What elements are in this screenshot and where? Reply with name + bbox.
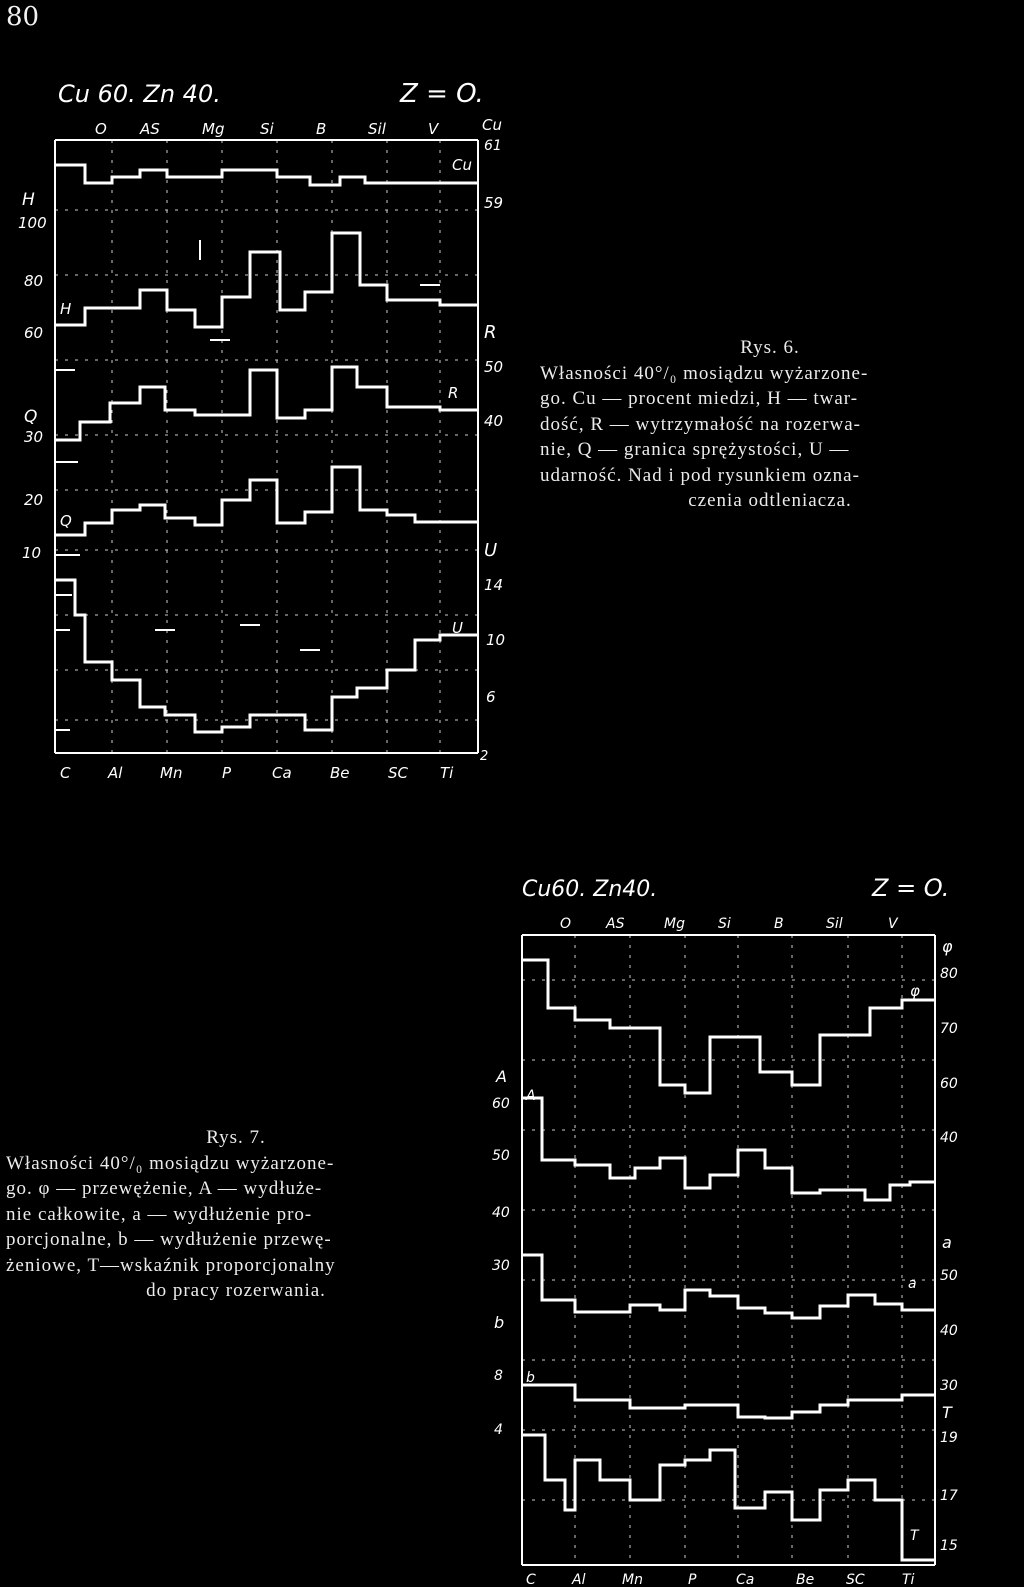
fig7-bottom-label: Al (572, 1572, 586, 1587)
fig6-curve-u (55, 580, 478, 732)
fig6-caption-line: czenia odtleniacza. (688, 490, 852, 511)
fig6-bottom-label: Ti (440, 764, 454, 782)
fig6-right-label: 50 (484, 358, 504, 376)
fig7-top-label: O (560, 916, 572, 932)
fig7-right-label: 17 (940, 1488, 958, 1504)
fig6-header-right: Z = O. (400, 79, 484, 109)
fig7-right-label: 19 (940, 1430, 958, 1446)
fig7-top-label: AS (606, 916, 625, 932)
fig7-bottom-label: P (688, 1572, 697, 1587)
fig7-caption-line: żeniowe, T—wskaźnik proporcjonalny (6, 1254, 336, 1276)
fig7-top-label: B (774, 916, 784, 932)
fig7-curve-label-b: b (526, 1370, 535, 1386)
fig6-curve-label-q: Q (60, 512, 72, 530)
fig6-bottom-label: Ca (272, 764, 292, 782)
fig7-grid (522, 935, 935, 1565)
fig6-right-label: 61 (484, 138, 502, 154)
fig6-curve-label-u: U (452, 619, 463, 637)
fig7-left-label: b (494, 1313, 505, 1332)
fig7-top-labels (560, 916, 899, 932)
fig6-caption (540, 335, 1000, 514)
fig7-left-labels (492, 1067, 510, 1438)
fig6-top-label: Sil (368, 120, 386, 138)
fig7-bottom-label: Mn (622, 1572, 643, 1587)
fig6-caption-line: Własności 40°/₀ mosiądzu wyżarzone- (540, 362, 869, 384)
fig7-caption-title: Rys. 7. (206, 1127, 266, 1148)
fig6-bottom-label: C (60, 764, 71, 782)
fig6-bottom-label: Be (330, 764, 350, 782)
fig7-caption-line: nie całkowite, a — wydłużenie pro- (6, 1203, 313, 1225)
fig6-left-label: H (22, 190, 35, 210)
fig6-header-left: Cu 60. Zn 40. (58, 80, 221, 108)
fig6-top-label: O (95, 120, 107, 138)
fig6-left-label: 20 (24, 491, 44, 509)
fig6-left-label: 100 (18, 214, 47, 232)
fig7-left-label: A (496, 1067, 507, 1086)
fig6-top-label: B (316, 120, 327, 138)
fig7-caption (6, 1125, 466, 1304)
fig7-left-label: 40 (492, 1205, 510, 1221)
fig6-right-label: 59 (484, 194, 504, 212)
fig6-bottom-label: SC (388, 764, 408, 782)
fig7-bottom-label: Be (796, 1572, 815, 1587)
fig6-curve-labels (60, 156, 472, 637)
fig7-right-label: 30 (940, 1378, 958, 1394)
fig6-right-label: 6 (486, 688, 496, 706)
fig6-curve-h (55, 233, 478, 327)
figure-6 (0, 70, 520, 810)
fig7-left-label: 60 (492, 1096, 510, 1112)
fig6-curve-q (55, 467, 478, 535)
fig7-bottom-label: C (526, 1572, 536, 1587)
page-number: 80 (6, 2, 40, 32)
fig6-curve-cu (55, 165, 478, 185)
fig6-right-label: Cu (482, 116, 502, 134)
fig7-left-label: 4 (494, 1422, 503, 1438)
fig7-frame (522, 935, 935, 1565)
fig7-bottom-labels (526, 1572, 915, 1587)
fig6-curve-r (55, 367, 478, 440)
fig6-right-label: R (484, 322, 497, 343)
fig6-caption-line: dość, R — wytrzymałość na rozerwa- (540, 413, 862, 435)
fig6-curve-label-h: H (60, 300, 72, 318)
fig6-left-label: 30 (24, 428, 44, 446)
fig6-bottom-label: P (222, 764, 232, 782)
fig7-right-label: 70 (940, 1021, 958, 1037)
fig6-top-label: AS (140, 120, 160, 138)
fig6-right-label: 2 (480, 749, 489, 764)
fig6-right-label: 14 (484, 576, 504, 594)
fig7-right-label: 60 (940, 1076, 958, 1092)
fig6-caption-title: Rys. 6. (740, 337, 800, 358)
fig6-left-label: 80 (24, 272, 44, 290)
fig6-right-label: U (484, 540, 498, 561)
fig6-top-labels (95, 120, 440, 138)
fig6-bottom-labels (60, 764, 454, 782)
fig7-right-label: 40 (940, 1130, 958, 1146)
fig7-curve-label-a-lower: a (908, 1276, 917, 1292)
fig6-right-labels (480, 116, 505, 764)
fig7-bottom-label: Ca (736, 1572, 755, 1587)
fig7-left-label: 8 (494, 1368, 503, 1384)
figure-7 (470, 860, 1024, 1587)
fig6-bottom-label: Mn (160, 764, 183, 782)
fig6-left-label: Q (24, 407, 38, 427)
fig7-curve-a-upper (522, 1098, 935, 1200)
fig7-top-label: Mg (664, 916, 685, 932)
fig7-top-label: Sil (826, 916, 843, 932)
fig7-curve-a-lower (522, 1255, 935, 1318)
fig7-curve-label-a-upper: A (526, 1088, 536, 1104)
fig7-caption-line: go. φ — przewężenie, A — wydłuże- (6, 1178, 323, 1199)
fig7-caption-line: Własności 40°/₀ mosiądzu wyżarzone- (6, 1152, 335, 1174)
fig7-curve-b (522, 1385, 935, 1418)
fig7-caption-line: porcjonalne, b — wydłużenie przewę- (6, 1229, 332, 1250)
fig7-right-label: 50 (940, 1268, 958, 1284)
fig7-right-label: a (942, 1233, 952, 1252)
fig6-bottom-label: Al (108, 764, 123, 782)
fig6-left-label: 10 (22, 544, 42, 562)
fig6-top-label: Mg (202, 120, 225, 138)
fig7-curve-label-t: T (910, 1528, 919, 1544)
fig7-curve-t (522, 1435, 935, 1560)
fig6-caption-line: go. Cu — procent miedzi, H — twar- (540, 388, 859, 409)
fig7-caption-line: do pracy rozerwania. (146, 1280, 326, 1301)
fig7-right-label: T (942, 1403, 952, 1422)
fig6-left-label: 60 (24, 324, 44, 342)
fig7-bottom-label: Ti (902, 1572, 915, 1587)
fig7-right-labels (940, 937, 958, 1554)
fig7-right-label: 80 (940, 966, 958, 982)
fig6-caption-line: nie, Q — granica sprężystości, U — (540, 439, 850, 460)
fig6-right-label: 40 (484, 412, 504, 430)
fig7-top-label: Si (718, 916, 731, 932)
fig7-right-label: 40 (940, 1323, 958, 1339)
fig7-left-label: 30 (492, 1258, 510, 1274)
fig6-right-label: 10 (486, 631, 506, 649)
fig7-right-label: 15 (940, 1538, 958, 1554)
fig7-left-label: 50 (492, 1148, 510, 1164)
fig7-bottom-label: SC (846, 1572, 865, 1587)
fig6-tick-fragments (55, 240, 440, 730)
fig6-top-label: V (428, 120, 439, 138)
fig7-header-left: Cu60. Zn40. (522, 877, 658, 902)
fig6-top-label: Si (260, 120, 274, 138)
fig7-right-label: φ (942, 937, 953, 956)
fig7-header-right: Z = O. (872, 874, 950, 902)
fig6-curve-label-r: R (448, 384, 459, 402)
fig6-caption-line: udarność. Nad i pod rysunkiem ozna- (540, 464, 860, 486)
fig7-curve-label-phi: φ (910, 982, 920, 1000)
fig6-left-labels (18, 190, 47, 562)
fig7-top-label: V (888, 916, 898, 932)
fig6-curve-label-cu: Cu (452, 156, 472, 174)
